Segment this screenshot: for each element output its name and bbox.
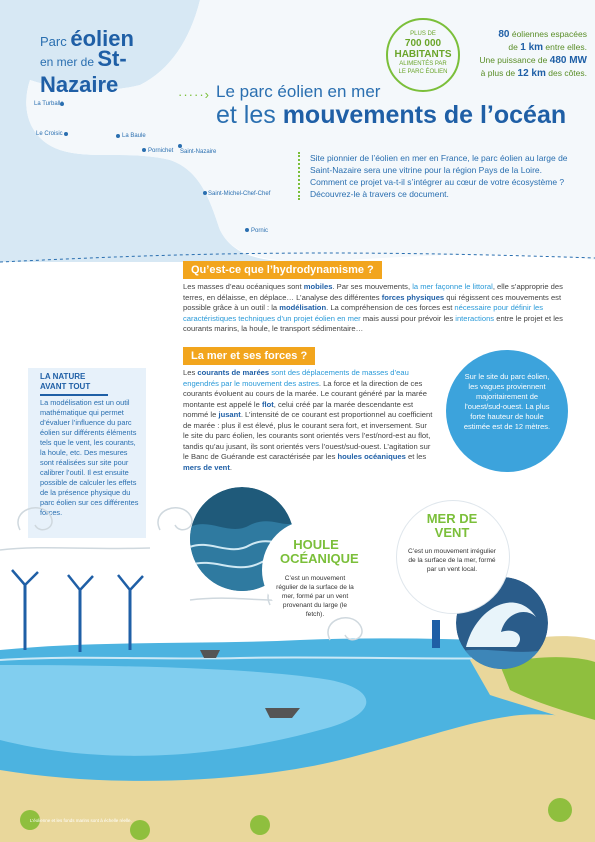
sidebar-text: La modélisation est un outil mathématique qui permet d’évaluer l’influence du parc éolien sur différents éléments tels que le vent, les courants, la houle, etc. Des mesures sont réalisées sur site pour calibrer l’outil. Il est ensuite possible de calculer les effets de la présence physique du parc éolien sur ces différentes forces. — [40, 398, 139, 517]
houle-title: HOULE OCÉANIQUE — [280, 537, 359, 566]
section-heading-forces: La mer et ses forces ? — [183, 347, 315, 365]
city-label: La Turballe — [34, 101, 64, 107]
city-label: La Baule — [122, 133, 146, 139]
footer-note: L’éolienne et les fonds marins sont à échelle réelle. — [30, 818, 132, 823]
intro-text: Site pionnier de l’éolien en mer en France, le parc éolien au large de Saint-Nazaire sera une vitrine pour la région Pays de la Loire. Comment ce projet va-t-il s’intégrer au cœur de votre écosystème ? Découvrez-le à travers ce document. — [298, 152, 580, 200]
title-arrow: ·····› — [178, 87, 210, 102]
city-label: Saint-Michel-Chef-Chef — [208, 191, 271, 197]
mer-de-vent-title: MER DE VENT — [426, 511, 478, 540]
wave-info-circle: Sur le site du parc éolien, les vagues proviennent majoritairement de l’ouest/sud-ouest. La plus forte hauteur de houle estimée est de 12 mètres. — [446, 350, 568, 472]
city-label: Pornic — [251, 228, 269, 234]
houle-description: C’est un mouvement régulier de la surface de la mer, formé par un vent provenant du large (le fetch). — [276, 575, 354, 618]
city-label: Saint-Nazaire — [180, 149, 217, 155]
section-hydrodynamics-text: Les masses d’eau océaniques sont mobiles. Par ses mouvements, la mer façonne le littoral, elle s’approprie des terres, en délaisse, en déplace… L’analyse des différentes forces physiques qui régissent ces mouvements est possible grâce à un outil : la modélisation. La compréhension de ces forces est nécessaire pour définir les caractéristiques techniques d’un projet éolien en mer mais aussi pour prévoir les interactions entre le projet et les courants marins, la houle, le transport sédimentaire… — [183, 282, 563, 333]
page-title-line1: Le parc éolien en mer — [216, 82, 381, 101]
sidebar-title: LA NATURE AVANT TOUT — [40, 372, 108, 396]
section-forces-text: Les courants de marées sont des déplacements de masses d’eau engendrés par le mouvement des astres. La force et la direction de ces courants évoluent au cours de la marée. Le courant généré par la marée montante est appelé le flot, celui créé par la marée descendante est nommé le jusant. L’intensité de ce courant est proportionnel au coefficient de marée : plus il est élevé, plus le courant sera fort, et inversement. Sur le site du parc éolien, les courants sont orientés vers l’est/nord-est au flot, tandis qu’au jusant, ils sont orientés vers l’ouest/sud-ouest. L’agitation sur le Banc de Guérande est caractérisée par les houles océaniques et les mers de vent. — [183, 368, 433, 472]
city-label: Pornichet — [148, 148, 174, 154]
city-label: Le Croisic — [36, 131, 63, 137]
key-figures: 80 éoliennes espacées de 1 km entre elles. Une puissance de 480 MW à plus de 12 km des côtes. — [479, 29, 587, 79]
mer-de-vent-description: C’est un mouvement irrégulier de la surface de la mer, formé par un vent local. — [408, 548, 496, 573]
page-title-line2: et les mouvements de l’océan — [216, 101, 567, 129]
section-heading-hydrodynamics: Qu’est-ce que l’hydrodynamisme ? — [183, 261, 382, 279]
population-badge: PLUS DE 700 000 HABITANTS ALIMENTÉS PAR LE PARC ÉOLIEN — [386, 18, 460, 92]
park-logo: Parc éolien en mer de St-Nazaire — [40, 26, 134, 97]
